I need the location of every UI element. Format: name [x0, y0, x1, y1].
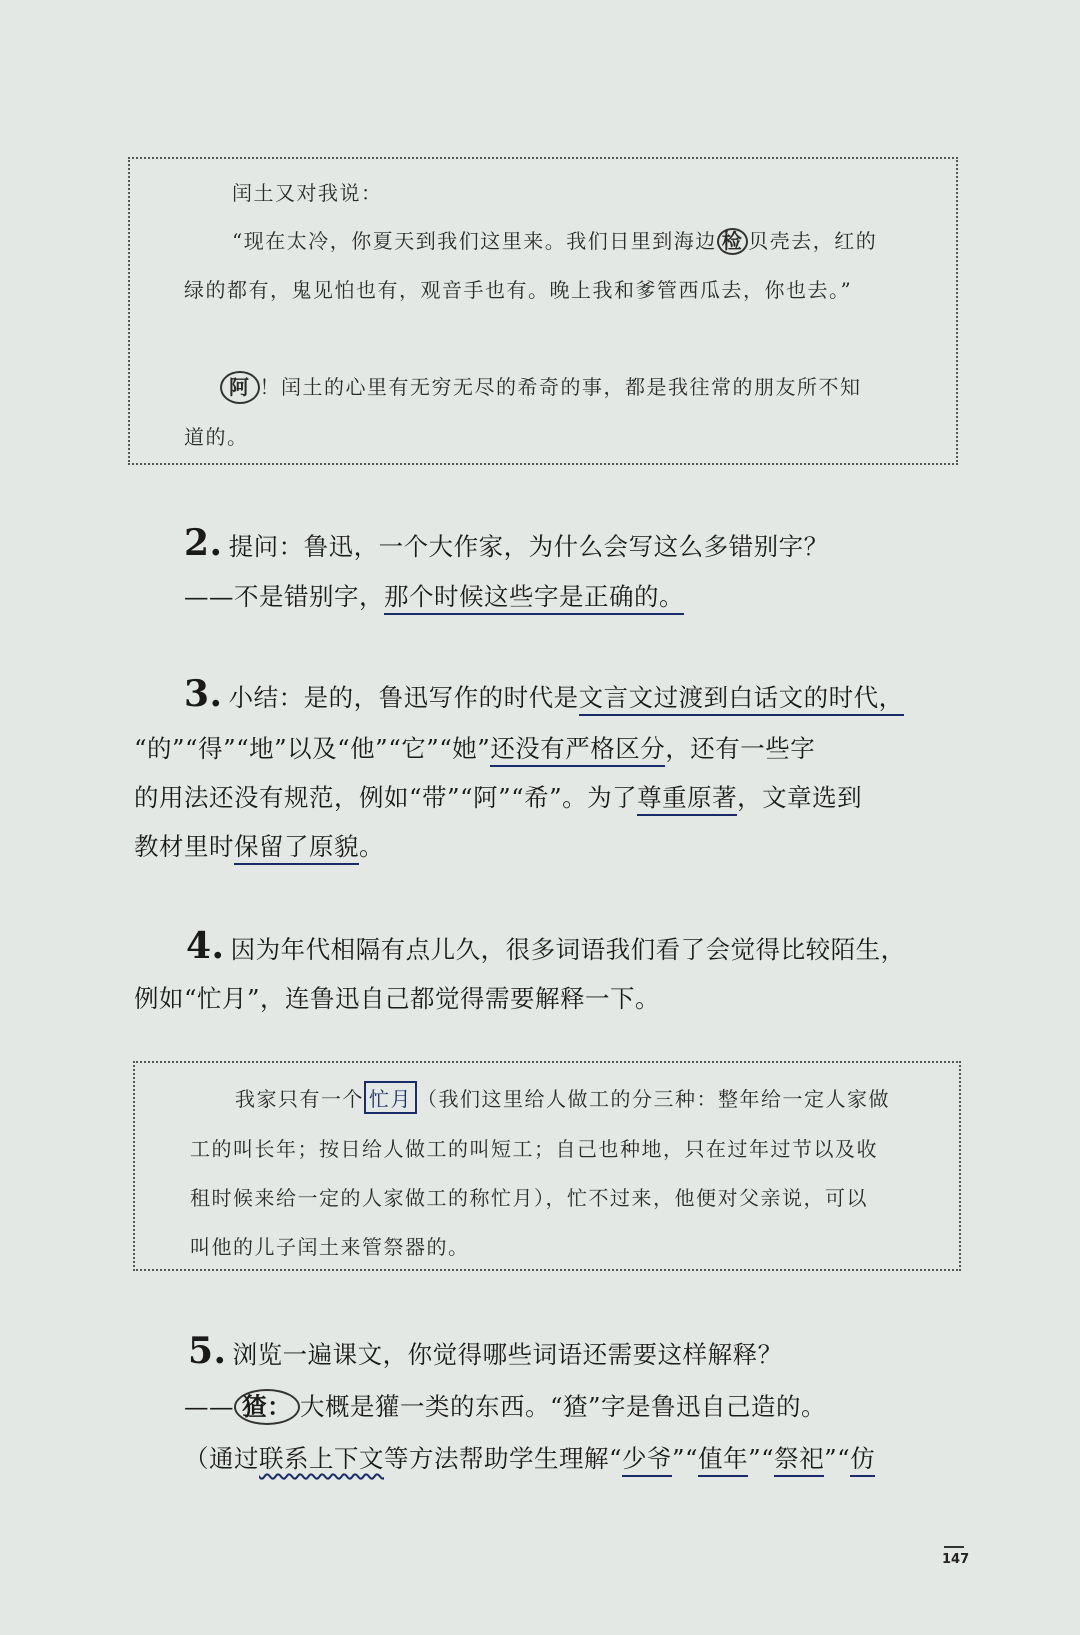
q2-answer-pre: ——不是错别字， — [184, 582, 384, 611]
q3-line-1 — [184, 673, 904, 715]
q3-line-3-underlined: 尊重原著 — [637, 783, 737, 816]
excerpt2-line-2 — [190, 1133, 878, 1162]
q4-line-1 — [186, 925, 906, 967]
q5-answer-dash: —— — [184, 1392, 234, 1421]
q5-line-3-pre: （通过 — [184, 1444, 259, 1473]
excerpt1-line-2-post: 贝壳去，红的 — [748, 229, 878, 253]
q3-line-4-post: 。 — [359, 832, 384, 861]
q5-answer — [184, 1388, 826, 1425]
excerpt1-line-1 — [232, 177, 383, 206]
excerpt1-line-5-text: 道的。 — [184, 425, 249, 449]
excerpt1-line-2-pre: “现在太冷，你夏天到我们这里来。我们日里到海边 — [232, 229, 717, 253]
excerpt1-line-4-post: ！闰土的心里有无穷无尽的希奇的事，都是我往常的朋友所不知 — [259, 375, 862, 399]
page-number-rule — [944, 1546, 964, 1548]
q4-line-2 — [134, 980, 660, 1015]
q2-number: 2. — [184, 522, 223, 564]
excerpt1-line-5 — [184, 421, 249, 450]
q3-line-2-underlined: 还没有严格区分 — [490, 734, 665, 767]
q5-sep-1: ”“ — [672, 1444, 699, 1473]
excerpt2-line-1-post: （我们这里给人做工的分三种：整年给一定人家做 — [417, 1087, 890, 1111]
q5-line-3-mid: 等方法帮助学生理解“ — [384, 1444, 623, 1473]
excerpt1-line-2 — [232, 225, 877, 255]
excerpt1-line-1-text: 闰土又对我说： — [232, 181, 383, 205]
excerpt2-line-2-text: 工的叫长年；按日给人做工的叫短工；自己也种地，只在过年过节以及收 — [190, 1137, 878, 1161]
q2-answer-underlined: 那个时候这些字是正确的。 — [384, 582, 684, 615]
q3-line-4-underlined: 保留了原貌 — [234, 832, 359, 865]
q5-word-1: 少爷 — [622, 1444, 672, 1477]
q5-wavy-underlined: 联系上下文 — [259, 1444, 384, 1473]
q5-number: 5. — [188, 1330, 227, 1372]
q3-line-2-post: ，还有一些字 — [665, 734, 816, 763]
excerpt2-line-4-text: 叫他的儿子闰土来管祭器的。 — [190, 1235, 470, 1259]
excerpt2-line-1 — [235, 1081, 890, 1114]
q2-question — [184, 522, 829, 564]
q4-line-1-text: 因为年代相隔有点儿久，很多词语我们看了会觉得比较陌生， — [230, 935, 906, 964]
q5-question-text: 浏览一遍课文，你觉得哪些词语还需要这样解释？ — [232, 1340, 783, 1369]
q5-line-3 — [184, 1440, 875, 1475]
circled-char-a: 阿 — [220, 371, 260, 404]
q5-question — [188, 1330, 783, 1372]
q3-line-3 — [134, 779, 862, 814]
q3-line-4 — [134, 828, 384, 863]
q5-word-2: 值年 — [698, 1444, 748, 1477]
excerpt-box-1 — [128, 157, 958, 465]
q5-word-3: 祭祀 — [774, 1444, 824, 1477]
q5-sep-3: ”“ — [824, 1444, 851, 1473]
excerpt2-line-4 — [190, 1231, 470, 1260]
q5-answer-text: 大概是獾一类的东西。“猹”字是鲁迅自己造的。 — [300, 1392, 827, 1421]
excerpt1-line-3 — [184, 274, 852, 303]
q3-line-4-pre: 教材里时 — [134, 832, 234, 861]
excerpt2-line-1-pre: 我家只有一个 — [235, 1087, 364, 1111]
q3-line-3-post: ，文章选到 — [737, 783, 863, 812]
excerpt2-line-3 — [190, 1182, 868, 1211]
excerpt1-line-4 — [220, 371, 862, 404]
q3-line-1-underlined: 文言文过渡到白话文的时代， — [579, 683, 904, 716]
q3-line-2-pre: “的”“得”“地”以及“他”“它”“她” — [134, 734, 491, 763]
q2-question-text: 提问：鲁迅，一个大作家，为什么会写这么多错别字？ — [228, 532, 829, 561]
q3-line-2 — [134, 730, 815, 765]
q3-number: 3. — [184, 673, 223, 715]
q3-line-3-pre: 的用法还没有规范，例如“带”“阿”“希”。为了 — [134, 783, 638, 812]
q4-number: 4. — [186, 925, 225, 967]
q4-line-2-text: 例如“忙月”，连鲁迅自己都觉得需要解释一下。 — [134, 984, 661, 1013]
q3-line-1-pre: 小结：是的，鲁迅写作的时代是 — [228, 683, 579, 712]
page-number: 147 — [942, 1552, 970, 1567]
q5-sep-2: ”“ — [748, 1444, 775, 1473]
circled-word-cha: 猹： — [234, 1389, 300, 1425]
excerpt2-line-3-text: 租时候来给一定的人家做工的称忙月），忙不过来，他便对父亲说，可以 — [190, 1186, 868, 1210]
circled-char-jian: 检 — [717, 228, 749, 255]
q5-word-4: 仿 — [850, 1444, 875, 1477]
excerpt-box-2 — [133, 1061, 961, 1271]
boxed-word-mangyue: 忙月 — [364, 1081, 417, 1114]
excerpt1-line-3-text: 绿的都有，鬼见怕也有，观音手也有。晚上我和爹管西瓜去，你也去。” — [184, 278, 853, 302]
q2-answer — [184, 578, 684, 613]
